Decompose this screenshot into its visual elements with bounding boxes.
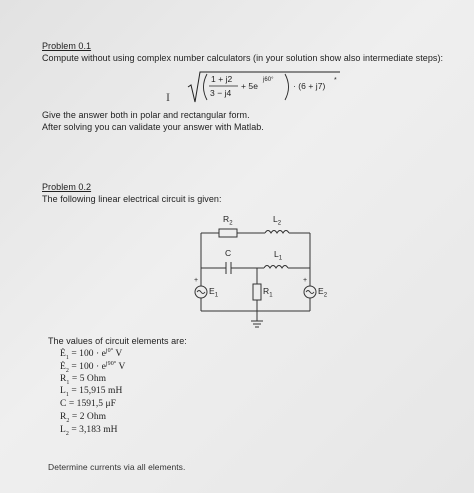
text-cursor-icon: I [166,90,170,104]
problem-2-title: Problem 0.2 [42,182,92,192]
multiplier-term: · (6 + j7) [293,81,326,91]
label-r1: $R_1$ [263,286,273,299]
value-l1: $L_1 = 15,915$ mH [60,386,123,398]
label-r2: $R_2$ [223,214,233,227]
label-c: C [225,248,232,258]
problem-2-intro: The following linear electrical circuit is given: [42,194,222,204]
exponential-exponent: j60° [263,77,274,83]
conjugate-mark: * [334,77,337,84]
label-e1-polarity: + [194,277,199,284]
value-e1: $Ė_1 = 100 \cdot e^{j0^\circ}$ V [60,348,123,362]
label-e1: $E_1$ [209,286,219,299]
resistor-r2 [219,229,237,237]
inductor-l1 [264,266,288,269]
problem-1-title: Problem 0.1 [42,41,92,51]
problem-1-validation-note: After solving you can validate your answer with Matlab. [42,122,264,132]
inductor-l2 [265,231,289,234]
resistor-r1 [253,284,261,300]
values-heading: The values of circuit elements are: [48,336,187,346]
label-l2: $L_2$ [273,214,282,227]
fraction-numerator: 1 + j2 [211,74,233,84]
problem-1-answer-form: Give the answer both in polar and rectangular form. [42,110,250,120]
value-e2: $Ė_2 = 100 \cdot e^{j90^\circ}$ V [60,361,126,375]
label-l1: $L_1$ [274,249,283,262]
label-e2-polarity: + [303,277,308,284]
problem-2-task: Determine currents via all elements. [48,462,186,472]
value-r2: $R_2 = 2$ Ohm [60,412,107,424]
value-r1: $R_1 = 5$ Ohm [60,374,107,386]
label-e2: $E_2$ [318,286,328,299]
problem-1-instruction: Compute without using complex number calculators (in your solution show also intermediate steps): [42,53,444,63]
fraction-denominator: 3 − j4 [210,88,232,98]
value-l2: $L_2 = 3,183$ mH [60,425,118,437]
value-c: C = 1591,5 μF [60,399,116,409]
exponential-term: + 5e [241,81,258,91]
